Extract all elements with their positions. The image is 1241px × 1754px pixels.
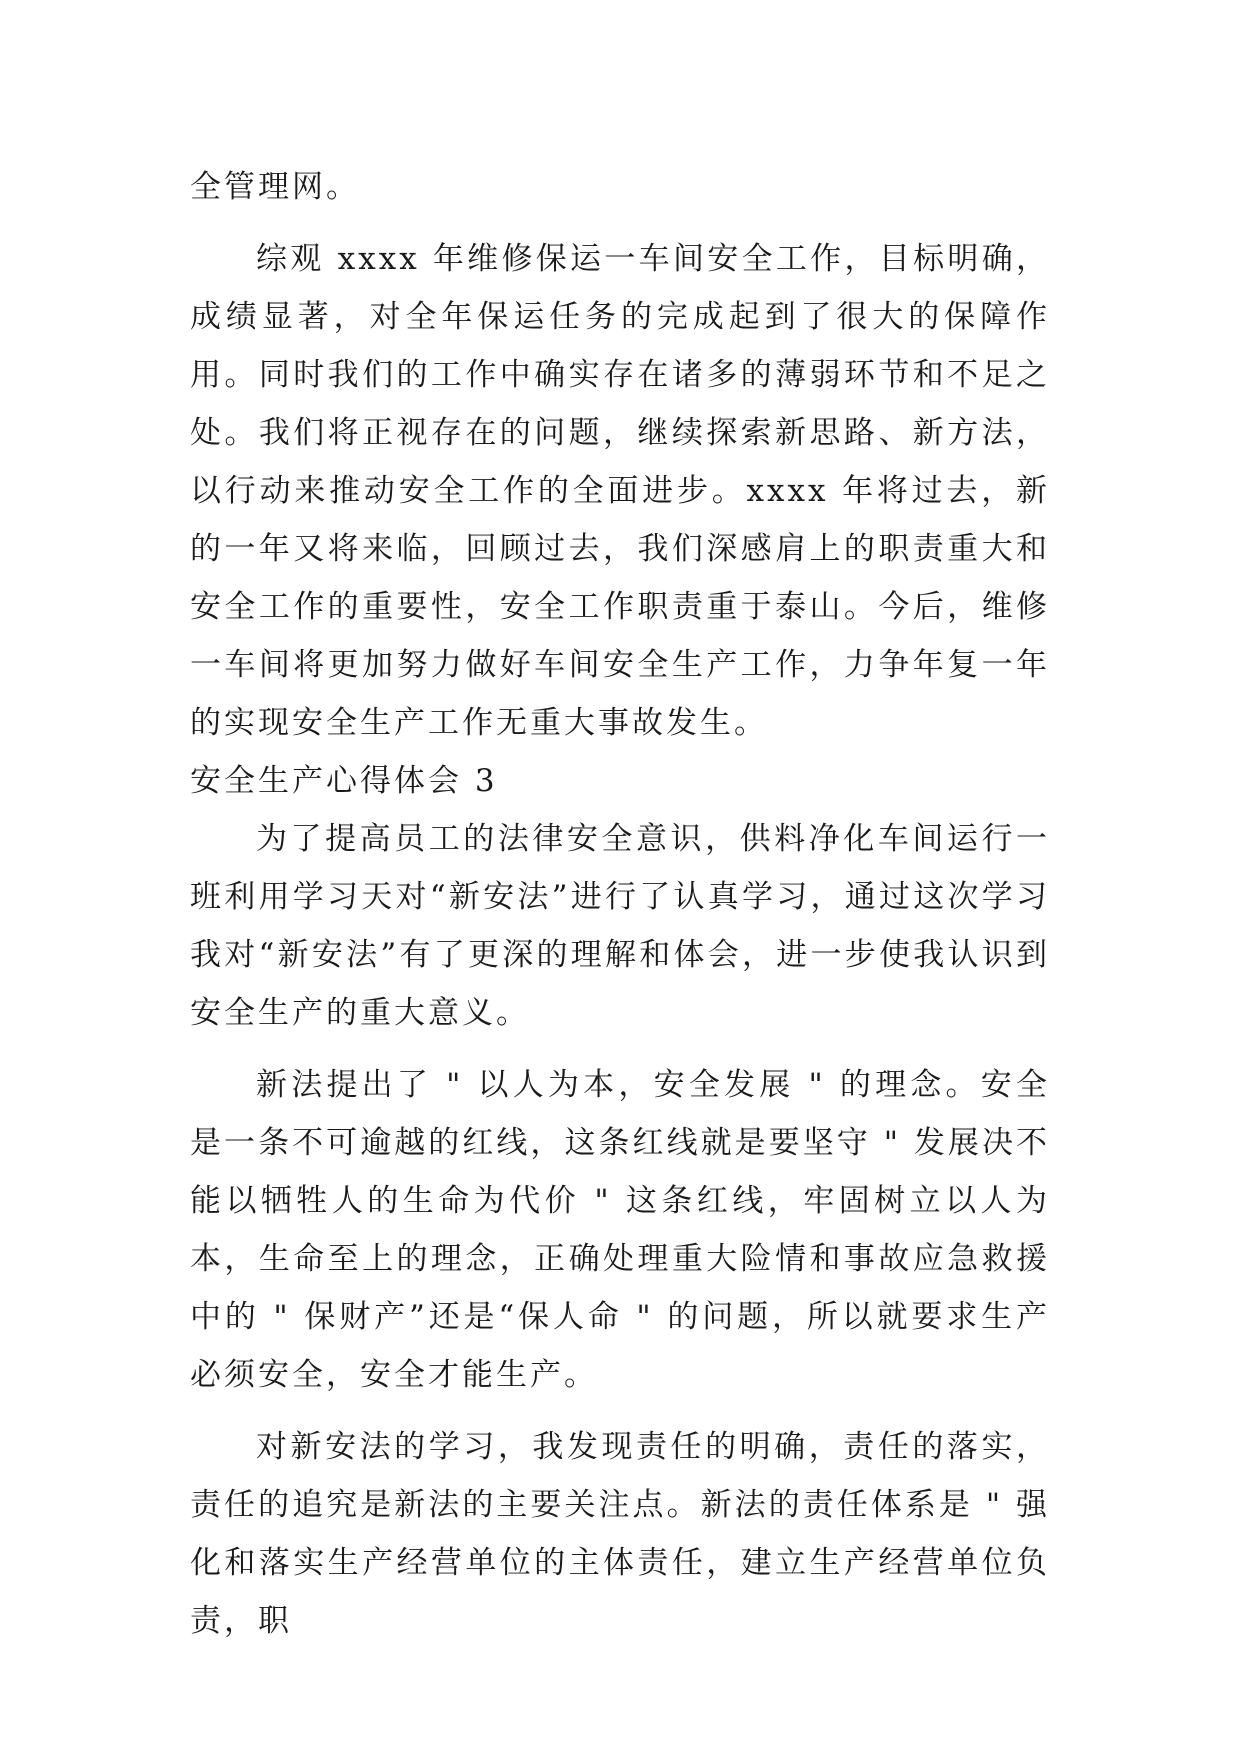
paragraph-principle: 新法提出了 " 以人为本，安全发展 " 的理念。安全是一条不可逾越的红线，这条红线就是要坚守 " 发展决不能以牺牲人的生命为代价 " 这条红线，牢固树立以人为本，生命至上的理念，正确处理重大险情和事故应急救援中的 " 保财产”还是“保人命 " 的问题，所以就要求生产必须安全，安全才能生产。 (190, 1067, 1050, 1393)
paragraph-responsibility: 对新安法的学习，我发现责任的明确，责任的落实，责任的追究是新法的主要关注点。新法的责任体系是 " 强化和落实生产经营单位的主体责任，建立生产经营单位负责，职 (190, 1429, 1050, 1639)
document-body (190, 158, 1050, 1650)
paragraph-intro: 为了提高员工的法律安全意识，供料净化车间运行一班利用学习天对“新安法”进行了认真学习，通过这次学习我对“新安法”有了更深的理解和体会，进一步使我认识到安全生产的重大意义。 (190, 821, 1050, 1031)
paragraph-continuation: 全管理网。 (190, 169, 360, 205)
paragraph-summary: 综观 xxxx 年维修保运一车间安全工作，目标明确，成绩显著，对全年保运任务的完成起到了很大的保障作用。同时我们的工作中确实存在诸多的薄弱环节和不足之处。我们将正视存在的问题，继续探索新思路、新方法，以行动来推动安全工作的全面进步。xxxx 年将过去，新的一年又将来临，回顾过去，我们深感肩上的职责重大和安全工作的重要性，安全工作职责重于泰山。今后，维修一车间将更加努力做好车间安全生产工作，力争年复一年的实现安全生产工作无重大事故发生。 (190, 241, 1050, 741)
section-heading: 安全生产心得体会 3 (190, 763, 498, 799)
